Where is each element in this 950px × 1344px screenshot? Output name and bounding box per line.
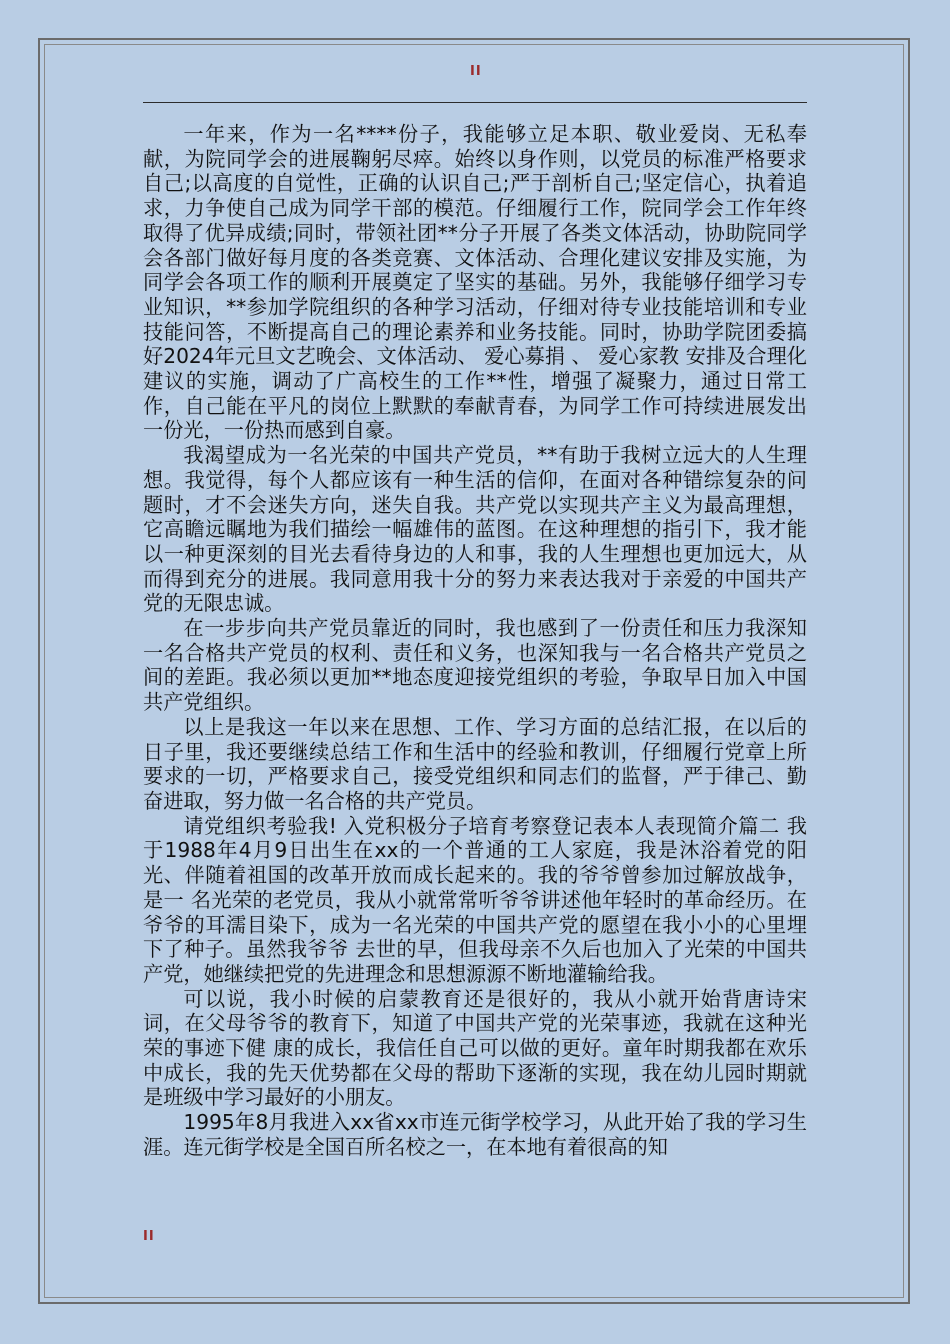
paragraph: 1995年8月我进入xx省xx市连元街学校学习，从此开始了我的学习生涯。连元街学校是全国百所名校之一，在本地有着很高的知 [143,1110,807,1159]
header-mark: II [470,64,482,79]
footer-mark: II [143,1229,155,1244]
paragraph: 在一步步向共产党员靠近的同时，我也感到了一份责任和压力我深知一名合格共产党员的权利、责任和义务，也深知我与一名合格共产党员之间的差距。我必须以更加**地态度迎接党组织的考验，争取早日加入中国共产党组织。 [143,616,807,715]
paragraph: 可以说，我小时候的启蒙教育还是很好的，我从小就开始背唐诗宋词，在父母爷爷的教育下，知道了中国共产党的光荣事迹，我就在这种光荣的事迹下健 康的成长，我信任自己可以做的更好。童年时期我都在欢乐中成长，我的先天优势都在父母的帮助下逐渐的实现，我在幼儿园时期就是班级中学习最好的小朋友。 [143,986,807,1110]
paragraph: 一年来，作为一名****份子，我能够立足本职、敬业爱岗、无私奉献，为院同学会的进展鞠躬尽瘁。始终以身作则，以党员的标准严格要求自己;以高度的自觉性，正确的认识自己;严于剖析自己;坚定信心，执着追求，力争使自己成为同学干部的模范。仔细履行工作，院同学会工作年终取得了优异成绩;同时，带领社团**分子开展了各类文体活动，协助院同学会各部门做好每月度的各类竞赛、文体活动、合理化建议安排及实施，为同学会各项工作的顺利开展奠定了坚实的基础。另外，我能够仔细学习专业知识，**参加学院组织的各种学习活动，仔细对待专业技能培训和专业技能问答，不断提高自己的理论素养和业务技能。同时，协助学院团委搞好2024年元旦文艺晚会、文体活动、 爱心募捐 、 爱心家教 安排及合理化建议的实施，调动了广高校生的工作**性，增强了凝聚力，通过日常工作，自己能在平凡的岗位上默默的奉献青春，为同学工作可持续进展发出一份光，一份热而感到自豪。 [143,122,807,443]
paragraph: 以上是我这一年以来在思想、工作、学习方面的总结汇报，在以后的日子里，我还要继续总结工作和生活中的经验和教训，仔细履行党章上所要求的一切，严格要求自己，接受党组织和同志们的监督，严于律己、勤奋进取，努力做一名合格的共产党员。 [143,714,807,813]
paragraph: 我渴望成为一名光荣的中国共产党员，**有助于我树立远大的人生理想。我觉得，每个人都应该有一种生活的信仰，在面对各种错综复杂的问题时，才不会迷失方向，迷失自我。共产党以实现共产主义为最高理想，它高瞻远瞩地为我们描绘一幅雄伟的蓝图。在这种理想的指引下，我才能以一种更深刻的目光去看待身边的人和事，我的人生理想也更加远大，从而得到充分的进展。我同意用我十分的努力来表达我对于亲爱的中国共产党的无限忠诚。 [143,443,807,616]
document-body [143,122,807,1220]
header-rule [143,102,807,103]
paragraph: 请党组织考验我! 入党积极分子培育考察登记表本人表现简介篇二 我于1988年4月9日出生在xx的一个普通的工人家庭，我是沐浴着党的阳光、伴随着祖国的改革开放而成长起来的。我的爷爷曾参加过解放战争，是一 名光荣的老党员，我从小就常常听爷爷讲述他年轻时的革命经历。在爷爷的耳濡目染下，成为一名光荣的中国共产党的愿望在我小小的心里埋下了种子。虽然我爷爷 去世的早，但我母亲不久后也加入了光荣的中国共产党，她继续把党的先进理念和思想源源不断地灌输给我。 [143,813,807,986]
